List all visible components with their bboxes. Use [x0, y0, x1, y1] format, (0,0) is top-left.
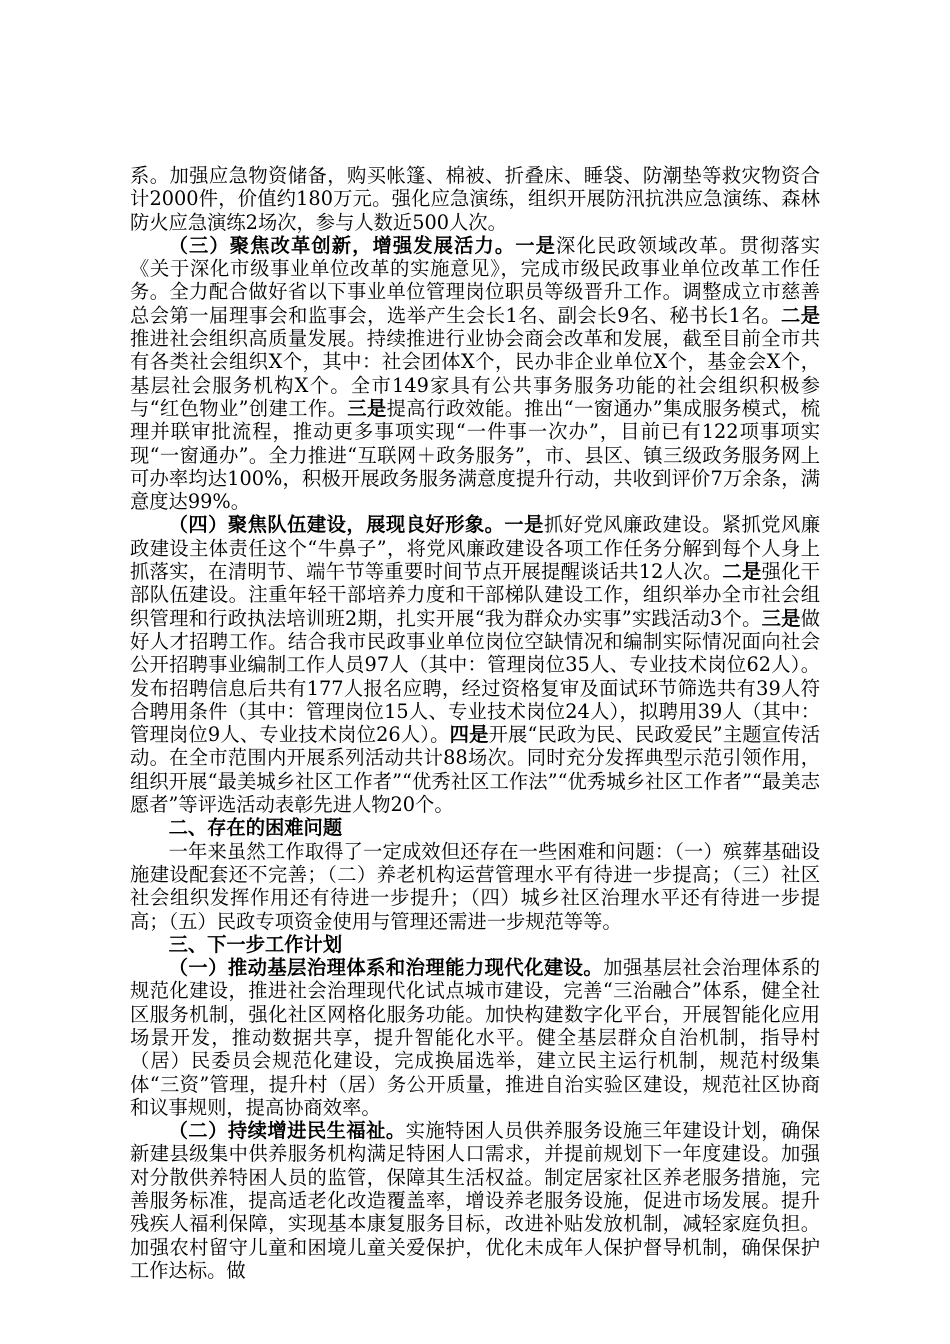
bold-run: （四）聚焦队伍建设，展现良好形象。 [168, 513, 505, 537]
text-run: 深化民政领域改革。贯彻落实《关于深化市级事业单位改革的实施意见》，完成市级民政事业单位改革工作任务。全力配合做好省以下事业单位管理岗位职员等级晋升工作。调整成立市慈善总会第一届理事会和监事会，选举产生会长1名、副会长9名、秘书长1名。 [130, 233, 821, 327]
text-run: 实施特困人员供养服务设施三年建设计划，确保新建县级集中供养服务机构满足特困人口需求，并提前规划下一年度建设。加强对分散供养特困人员的监管，保障其生活权益。制定居家社区养老服务措施，完善服务标准，提高适老化改造覆盖率，增设养老服务设施，促进市场发展。提升残疾人福利保障，实现基本康复服务目标，改进补贴发放机制，减轻家庭负担。加强农村留守儿童和困境儿童关爱保护，优化未成年人保护督导机制，确保保护工作达标。做 [130, 1119, 820, 1282]
text-run: 系。加强应急物资储备，购买帐篷、棉被、折叠床、睡袋、防潮垫等救灾物资合计2000件，价值约180万元。强化应急演练，组织开展防汛抗洪应急演练、森林防火应急演练2场次，参与人数近500人次。 [130, 164, 820, 234]
bold-run: 二是 [722, 560, 762, 584]
text-run: 强化干部队伍建设。注重年轻干部培养力度和干部梯队建设工作，组织举办全市社会组织管理和行政执法培训班2期，扎实开展“我为群众办实事”实践活动3个。 [130, 560, 821, 630]
bold-run: 二是 [780, 303, 820, 327]
section-heading-next-plan: 三、下一步工作计划 [168, 932, 343, 956]
paragraph-grassroots-governance [130, 956, 820, 1119]
text-run: 做好人才招聘工作。结合我市民政事业单位岗位空缺情况和编制实际情况面向社会公开招聘事业编制工作人员97人（其中：管理岗位35人、专业技术岗位62人）。发布招聘信息后共有177人报名应聘，经过资格复审及面试环节筛选共有39人符合聘用条件（其中：管理岗位15人、专业技术岗位24人），拟聘用39人（其中：管理岗位9人、专业技术岗位26人）。 [130, 606, 821, 747]
paragraph-emergency-supplies [130, 164, 820, 234]
bold-run: 三是 [347, 396, 387, 420]
text-run: 推进社会组织高质量发展。持续推进行业协会商会改革和发展，截至目前全市共有各类社会组织X个，其中：社会团体X个，民办非企业单位X个，基金会X个，基层社会服务机构X个。全市149家具有公共事务服务功能的社会组织积极参与“红色物业”创建工作。 [130, 327, 820, 420]
section-heading-difficulties: 二、存在的困难问题 [168, 816, 343, 840]
paragraph-livelihood-welfare [130, 1119, 820, 1282]
paragraph-reform-innovation [130, 234, 820, 514]
text-run: 提高行政效能。推出“一窗通办”集成服务模式，梳理并联审批流程，推动更多事项实现“一件事一次办”，目前已有122项事项实现“一窗通办”。全力推进“互联网＋政务服务”，市、县区、镇三级政务服务网上可办率均达100%，积极开展政务服务满意度提升行动，共收到评价7万余条，满意度达99%。 [130, 396, 821, 514]
bold-run: 四是 [449, 723, 489, 747]
bold-run: 三是 [761, 606, 801, 630]
text-run: 加强基层社会治理体系的规范化建设，推进社会治理现代化试点城市建设，完善“三治融合”体系，健全社区服务机制，强化社区网格化服务功能。加快构建数字化平台，开展智能化应用场景开发，推动数据共享，提升智能化水平。健全基层群众自治机制，指导村（居）民委员会规范化建设，完成换届选举，建立民主运行机制，规范村级集体“三资”管理，提升村（居）务公开质量，推进自治实验区建设，规范社区协商和议事规则，提高协商效率。 [130, 956, 821, 1119]
bold-run: （一）推动基层治理体系和治理能力现代化建设。 [168, 956, 604, 980]
paragraph-difficulties: 一年来虽然工作取得了一定成效但还存在一些困难和问题：（一）殡葬基础设施建设配套还不完善；（二）养老机构运营管理水平有待进一步提高；（三）社区社会组织发挥作用还有待进一步提升；（四）城乡社区治理水平还有待进一步提高；（五）民政专项资金使用与管理还需进一步规范等等。 [130, 839, 820, 933]
bold-run: 一是 [504, 513, 544, 537]
text-run: 抓好党风廉政建设。紧抓党风廉政建设主体责任这个“牛鼻子”，将党风廉政建设各项工作任务分解到每个人身上抓落实，在清明节、端午节等重要时间节点开展提醒谈话共12人次。 [130, 513, 821, 584]
paragraph-team-building [130, 513, 820, 816]
bold-run: 一是 [515, 233, 557, 257]
bold-run: （三）聚焦改革创新，增强发展活力。 [168, 233, 516, 257]
text-run: 开展“民政为民、民政爱民”主题宣传活动。在全市范围内开展系列活动共计88场次。同时充分发挥典型示范引领作用，组织开展“最美城乡社区工作者”“优秀社区工作法”“优秀城乡社区工作者”“最美志愿者”等评选活动表彰先进人物20个。 [130, 723, 821, 817]
bold-run: （二）持续增进民生福祉。 [168, 1119, 406, 1143]
